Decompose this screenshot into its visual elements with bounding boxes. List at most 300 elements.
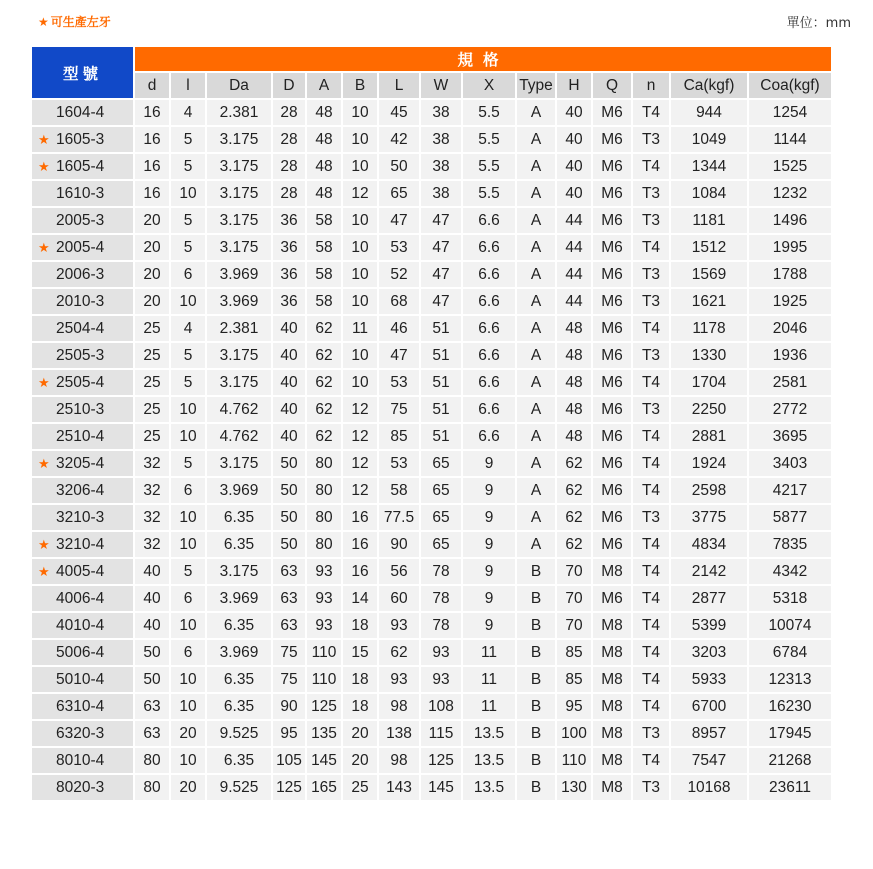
model-cell <box>32 748 133 773</box>
table-cell: 20 <box>343 748 377 773</box>
table-cell: 40 <box>135 613 169 638</box>
table-cell: B <box>517 748 555 773</box>
table-cell: 9 <box>463 559 515 584</box>
table-cell: T3 <box>633 721 669 746</box>
table-cell: 3.969 <box>207 586 271 611</box>
model-cell <box>32 424 133 449</box>
model-cell <box>32 478 133 503</box>
table-cell: 53 <box>379 235 419 260</box>
table-cell: 90 <box>273 694 305 719</box>
table-cell: A <box>517 397 555 422</box>
table-cell: 1525 <box>749 154 831 179</box>
table-cell: 28 <box>273 154 305 179</box>
model-number: 4010-4 <box>56 616 105 634</box>
table-cell: 51 <box>421 424 461 449</box>
table-cell: 93 <box>379 613 419 638</box>
table-cell: 1788 <box>749 262 831 287</box>
table-cell: 53 <box>379 370 419 395</box>
table-cell: A <box>517 154 555 179</box>
table-cell: 16 <box>343 505 377 530</box>
table-cell: 4342 <box>749 559 831 584</box>
table-cell: 4.762 <box>207 424 271 449</box>
table-cell: 10 <box>343 100 377 125</box>
left-thread-note <box>38 13 111 30</box>
table-cell: A <box>517 316 555 341</box>
table-row <box>32 181 831 206</box>
table-cell: 63 <box>135 721 169 746</box>
model-cell <box>32 235 133 260</box>
table-cell: A <box>517 127 555 152</box>
table-cell: 9.525 <box>207 775 271 800</box>
table-cell: 6.6 <box>463 235 515 260</box>
model-number: 2510-4 <box>56 427 105 445</box>
table-cell: 85 <box>557 667 591 692</box>
model-number: 2006-3 <box>56 265 105 283</box>
table-cell: 5.5 <box>463 181 515 206</box>
table-cell: 40 <box>135 559 169 584</box>
table-cell: 5 <box>171 127 205 152</box>
table-cell: 4 <box>171 316 205 341</box>
table-cell: 70 <box>557 613 591 638</box>
table-cell: 36 <box>273 208 305 233</box>
table-cell: 40 <box>273 424 305 449</box>
table-cell: 3.969 <box>207 640 271 665</box>
table-cell: 65 <box>421 478 461 503</box>
table-cell: 62 <box>557 505 591 530</box>
top-bar <box>0 0 873 44</box>
table-cell: 51 <box>421 316 461 341</box>
table-cell: M8 <box>593 559 631 584</box>
table-cell: 9 <box>463 451 515 476</box>
table-cell: M8 <box>593 775 631 800</box>
model-number: 3210-3 <box>56 508 105 526</box>
table-cell: 3.969 <box>207 478 271 503</box>
table-cell: 20 <box>135 208 169 233</box>
table-cell: A <box>517 262 555 287</box>
table-cell: 138 <box>379 721 419 746</box>
table-cell: T3 <box>633 343 669 368</box>
table-cell: 44 <box>557 208 591 233</box>
table-cell: 125 <box>273 775 305 800</box>
table-cell: 3.175 <box>207 154 271 179</box>
table-cell: 10 <box>171 694 205 719</box>
table-cell: 3.175 <box>207 559 271 584</box>
model-number: 4006-4 <box>56 589 105 607</box>
table-cell: 12313 <box>749 667 831 692</box>
model-cell <box>32 397 133 422</box>
table-cell: 6 <box>171 262 205 287</box>
table-cell: 93 <box>307 613 341 638</box>
table-cell: 98 <box>379 748 419 773</box>
model-number: 1605-4 <box>56 157 105 175</box>
model-number: 2510-3 <box>56 400 105 418</box>
table-cell: 78 <box>421 559 461 584</box>
model-number: 2010-3 <box>56 292 105 310</box>
star-icon: ★ <box>38 239 50 255</box>
table-cell: 3203 <box>671 640 747 665</box>
table-cell: 5 <box>171 154 205 179</box>
model-cell <box>32 586 133 611</box>
table-cell: 50 <box>273 478 305 503</box>
table-cell: 63 <box>273 613 305 638</box>
table-cell: B <box>517 775 555 800</box>
table-cell: 40 <box>273 370 305 395</box>
table-cell: 145 <box>421 775 461 800</box>
table-cell: B <box>517 667 555 692</box>
model-cell <box>32 775 133 800</box>
table-cell: 50 <box>273 532 305 557</box>
table-cell: 9 <box>463 613 515 638</box>
table-cell: 25 <box>135 343 169 368</box>
table-cell: 11 <box>463 694 515 719</box>
model-cell <box>32 505 133 530</box>
model-cell <box>32 613 133 638</box>
table-cell: 12 <box>343 478 377 503</box>
table-cell: M6 <box>593 370 631 395</box>
table-cell: 20 <box>171 721 205 746</box>
table-cell: 16 <box>135 127 169 152</box>
table-row <box>32 127 831 152</box>
table-cell: 25 <box>343 775 377 800</box>
table-row <box>32 370 831 395</box>
table-cell: 32 <box>135 451 169 476</box>
column-header: L <box>379 73 419 98</box>
table-cell: A <box>517 532 555 557</box>
left-thread-note-text: 可生產左牙 <box>50 15 111 29</box>
model-number: 3206-4 <box>56 481 105 499</box>
table-cell: 48 <box>557 397 591 422</box>
table-cell: 48 <box>307 100 341 125</box>
table-cell: T3 <box>633 127 669 152</box>
table-cell: 4.762 <box>207 397 271 422</box>
model-number: 6310-4 <box>56 697 105 715</box>
table-cell: 58 <box>379 478 419 503</box>
table-cell: M8 <box>593 748 631 773</box>
table-cell: 2881 <box>671 424 747 449</box>
table-cell: 12 <box>343 451 377 476</box>
table-cell: B <box>517 559 555 584</box>
table-cell: 12 <box>343 397 377 422</box>
table-cell: 6.6 <box>463 208 515 233</box>
table-cell: 10 <box>343 289 377 314</box>
table-cell: 62 <box>307 343 341 368</box>
table-cell: 4 <box>171 100 205 125</box>
column-header: Da <box>207 73 271 98</box>
table-cell: 58 <box>307 208 341 233</box>
table-cell: 75 <box>379 397 419 422</box>
table-cell: 10 <box>343 370 377 395</box>
table-cell: 80 <box>135 775 169 800</box>
column-header: W <box>421 73 461 98</box>
table-row <box>32 451 831 476</box>
table-cell: 3.969 <box>207 262 271 287</box>
table-cell: 52 <box>379 262 419 287</box>
table-cell: M6 <box>593 343 631 368</box>
table-row <box>32 316 831 341</box>
model-cell <box>32 343 133 368</box>
model-number: 3205-4 <box>56 454 105 472</box>
table-cell: 5.5 <box>463 127 515 152</box>
table-row <box>32 208 831 233</box>
table-cell: 11 <box>343 316 377 341</box>
model-cell <box>32 667 133 692</box>
table-cell: 6700 <box>671 694 747 719</box>
table-cell: 50 <box>135 640 169 665</box>
table-cell: 1995 <box>749 235 831 260</box>
model-number: 2505-4 <box>56 373 105 391</box>
table-cell: M6 <box>593 478 631 503</box>
table-cell: 10 <box>171 667 205 692</box>
table-row <box>32 613 831 638</box>
table-cell: 25 <box>135 316 169 341</box>
model-number: 1605-3 <box>56 130 105 148</box>
table-cell: 1232 <box>749 181 831 206</box>
table-cell: M6 <box>593 397 631 422</box>
table-cell: M6 <box>593 208 631 233</box>
table-cell: 6.6 <box>463 262 515 287</box>
table-cell: 56 <box>379 559 419 584</box>
table-cell: 6.6 <box>463 397 515 422</box>
table-cell: 6784 <box>749 640 831 665</box>
table-cell: T4 <box>633 316 669 341</box>
table-row <box>32 775 831 800</box>
table-cell: A <box>517 424 555 449</box>
table-cell: 1330 <box>671 343 747 368</box>
table-cell: M6 <box>593 100 631 125</box>
model-number: 6320-3 <box>56 724 105 742</box>
table-cell: T4 <box>633 667 669 692</box>
table-cell: 1496 <box>749 208 831 233</box>
table-cell: 44 <box>557 289 591 314</box>
table-cell: 5 <box>171 451 205 476</box>
table-cell: 48 <box>307 154 341 179</box>
table-cell: 60 <box>379 586 419 611</box>
table-cell: M6 <box>593 424 631 449</box>
table-cell: 2142 <box>671 559 747 584</box>
table-row <box>32 235 831 260</box>
table-cell: 80 <box>135 748 169 773</box>
table-cell: 62 <box>379 640 419 665</box>
table-cell: A <box>517 208 555 233</box>
table-cell: 36 <box>273 289 305 314</box>
table-cell: 3695 <box>749 424 831 449</box>
table-cell: 1569 <box>671 262 747 287</box>
table-cell: 16 <box>343 559 377 584</box>
table-cell: 108 <box>421 694 461 719</box>
spec-header: 規格 <box>135 47 831 71</box>
table-cell: 48 <box>557 370 591 395</box>
table-cell: 78 <box>421 613 461 638</box>
table-cell: 7835 <box>749 532 831 557</box>
table-cell: 23611 <box>749 775 831 800</box>
table-cell: T3 <box>633 181 669 206</box>
table-cell: 10 <box>171 289 205 314</box>
table-cell: 3775 <box>671 505 747 530</box>
table-cell: 10 <box>171 748 205 773</box>
table-cell: 20 <box>171 775 205 800</box>
table-cell: 9 <box>463 478 515 503</box>
table-cell: 11 <box>463 667 515 692</box>
table-cell: 12 <box>343 424 377 449</box>
table-cell: 53 <box>379 451 419 476</box>
table-cell: 93 <box>421 640 461 665</box>
table-cell: 63 <box>135 694 169 719</box>
star-icon: ★ <box>38 158 50 174</box>
table-cell: 58 <box>307 262 341 287</box>
column-header: Type <box>517 73 555 98</box>
model-cell <box>32 100 133 125</box>
star-icon: ★ <box>38 455 50 471</box>
model-cell <box>32 640 133 665</box>
model-number: 1604-4 <box>56 103 105 121</box>
table-cell: 13.5 <box>463 775 515 800</box>
table-cell: 3.969 <box>207 289 271 314</box>
table-cell: 68 <box>379 289 419 314</box>
table-cell: 16 <box>343 532 377 557</box>
table-cell: T3 <box>633 289 669 314</box>
column-header: d <box>135 73 169 98</box>
table-cell: 38 <box>421 154 461 179</box>
table-cell: M6 <box>593 235 631 260</box>
table-cell: T3 <box>633 505 669 530</box>
table-cell: 51 <box>421 343 461 368</box>
table-cell: 21268 <box>749 748 831 773</box>
unit-label: 單位：mm <box>786 16 851 31</box>
model-number: 3210-4 <box>56 535 105 553</box>
model-cell <box>32 721 133 746</box>
table-cell: 6.35 <box>207 532 271 557</box>
table-cell: 165 <box>307 775 341 800</box>
model-cell <box>32 532 133 557</box>
table-cell: 3403 <box>749 451 831 476</box>
table-cell: 65 <box>379 181 419 206</box>
table-cell: 3.175 <box>207 451 271 476</box>
table-cell: 80 <box>307 505 341 530</box>
table-row <box>32 154 831 179</box>
table-cell: M6 <box>593 586 631 611</box>
table-cell: 62 <box>307 397 341 422</box>
table-cell: 95 <box>557 694 591 719</box>
table-cell: 62 <box>557 478 591 503</box>
table-cell: T4 <box>633 694 669 719</box>
table-cell: T4 <box>633 235 669 260</box>
table-cell: 47 <box>421 289 461 314</box>
star-icon: ★ <box>38 536 50 552</box>
table-cell: A <box>517 235 555 260</box>
table-cell: 38 <box>421 127 461 152</box>
table-cell: 10 <box>171 424 205 449</box>
table-cell: 3.175 <box>207 208 271 233</box>
table-cell: M6 <box>593 451 631 476</box>
table-row <box>32 640 831 665</box>
table-cell: 1344 <box>671 154 747 179</box>
table-cell: 58 <box>307 289 341 314</box>
table-cell: 9 <box>463 586 515 611</box>
table-cell: 15 <box>343 640 377 665</box>
table-cell: 2.381 <box>207 316 271 341</box>
table-cell: 6 <box>171 478 205 503</box>
model-number: 8020-3 <box>56 778 105 796</box>
table-cell: 5877 <box>749 505 831 530</box>
table-cell: 10 <box>171 397 205 422</box>
table-cell: T3 <box>633 775 669 800</box>
table-cell: 10074 <box>749 613 831 638</box>
table-cell: 51 <box>421 397 461 422</box>
table-cell: 40 <box>135 586 169 611</box>
table-row <box>32 559 831 584</box>
table-cell: M6 <box>593 262 631 287</box>
table-cell: 110 <box>307 667 341 692</box>
table-cell: 42 <box>379 127 419 152</box>
column-header: X <box>463 73 515 98</box>
table-cell: 105 <box>273 748 305 773</box>
star-icon: ★ <box>38 563 50 579</box>
table-cell: T4 <box>633 100 669 125</box>
table-cell: 44 <box>557 235 591 260</box>
table-cell: T4 <box>633 748 669 773</box>
table-cell: 50 <box>273 505 305 530</box>
table-cell: 1144 <box>749 127 831 152</box>
table-cell: 10 <box>171 181 205 206</box>
table-cell: 10 <box>171 613 205 638</box>
spec-table-body <box>32 100 831 800</box>
table-cell: 40 <box>557 181 591 206</box>
table-cell: 20 <box>135 289 169 314</box>
table-cell: 135 <box>307 721 341 746</box>
table-cell: 6.35 <box>207 505 271 530</box>
table-cell: 3.175 <box>207 370 271 395</box>
table-cell: A <box>517 451 555 476</box>
table-row <box>32 505 831 530</box>
table-cell: T4 <box>633 370 669 395</box>
table-cell: 6.6 <box>463 424 515 449</box>
table-cell: 20 <box>343 721 377 746</box>
table-cell: 18 <box>343 694 377 719</box>
table-cell: T4 <box>633 586 669 611</box>
table-cell: 40 <box>273 397 305 422</box>
table-row <box>32 397 831 422</box>
table-cell: 5 <box>171 235 205 260</box>
table-row <box>32 424 831 449</box>
table-cell: 3.175 <box>207 181 271 206</box>
table-cell: 145 <box>307 748 341 773</box>
table-cell: 25 <box>135 370 169 395</box>
star-icon: ★ <box>38 374 50 390</box>
table-cell: M8 <box>593 640 631 665</box>
table-cell: 4217 <box>749 478 831 503</box>
model-cell <box>32 316 133 341</box>
model-cell <box>32 127 133 152</box>
table-cell: 48 <box>557 343 591 368</box>
table-cell: 28 <box>273 100 305 125</box>
table-cell: 125 <box>307 694 341 719</box>
table-cell: 32 <box>135 505 169 530</box>
model-cell <box>32 181 133 206</box>
table-cell: 16 <box>135 181 169 206</box>
table-cell: M6 <box>593 181 631 206</box>
model-number: 2005-4 <box>56 238 105 256</box>
table-cell: 1181 <box>671 208 747 233</box>
table-cell: A <box>517 478 555 503</box>
table-cell: A <box>517 343 555 368</box>
table-cell: 11 <box>463 640 515 665</box>
table-cell: 6.6 <box>463 370 515 395</box>
table-cell: 6.35 <box>207 667 271 692</box>
table-cell: 125 <box>421 748 461 773</box>
table-cell: M6 <box>593 532 631 557</box>
table-cell: 38 <box>421 181 461 206</box>
table-cell: A <box>517 181 555 206</box>
